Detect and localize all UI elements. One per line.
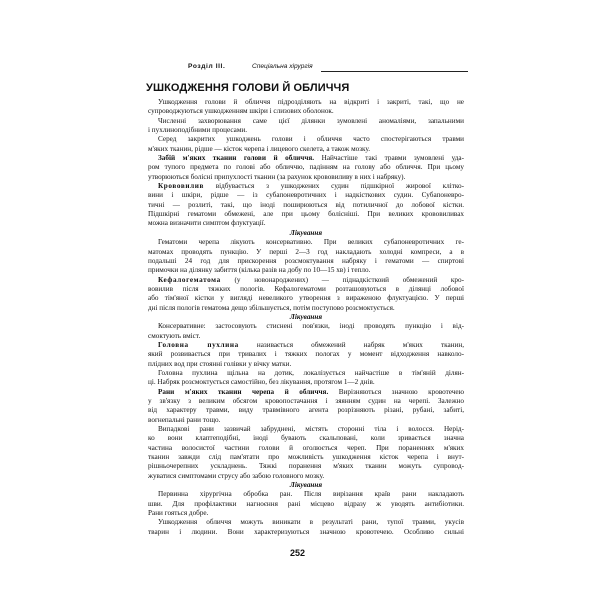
text-line: ці. Набряк розсмоктується самостійно, без лікування, протягом 1—2 днів. <box>148 378 375 387</box>
text-line <box>148 388 464 397</box>
text-line: дні після пологів гематома дещо збільшується, потім поступово розсмоктується. <box>148 303 395 312</box>
term-label: Головна пухлина <box>158 340 239 349</box>
page-number: 252 <box>290 548 306 558</box>
text-line <box>148 276 464 285</box>
body-text <box>148 98 464 537</box>
text-line: примочки на ділянку забиття (кілька разів на добу по 10—15 хв) і тепло. <box>148 266 371 275</box>
text-line: супроводжуються ушкодженням шкіри і слизових оболонок. <box>148 107 334 116</box>
text-line: ко вони клаптеподібні, іноді бувають скальповані, коли зривається значна <box>148 434 464 443</box>
section-subtitle: Спеціальна хірургія <box>252 63 313 70</box>
text-line: шви. Для профілактики нагноєння рані місцево відразу ж уводять антибіотики. <box>148 499 464 508</box>
text-run: називається обмежений набряк м'яких тканин, <box>238 340 464 349</box>
text-line: подальші 24 год для прискорення розсмоктування набряку і гематоми — спиртові <box>148 256 464 265</box>
subheading-treatment: Лікування <box>289 228 323 237</box>
section-label: Розділ ІІІ. <box>188 63 226 70</box>
text-line: вовилив після тяжких пологів. Кефалогематоми розташовуються в ділянці лобової <box>148 284 464 293</box>
text-line: Численні захворювання саме цієї ділянки зумовлені аномаліями, запальними <box>158 116 464 125</box>
text-line: м'яких тканин, рідше — кісток черепа і лицевого скелета, а також мозку. <box>148 144 371 153</box>
text-line: тканин завжди слід пам'ятати про можливість ушкодження кісток черепа і внут- <box>148 453 464 462</box>
text-run: Найчастіше такі травми зумовлені уда- <box>314 154 464 163</box>
text-line: Рани гояться добре. <box>148 509 209 518</box>
header-rule <box>321 71 468 72</box>
text-line: Консервативне: застосовують стиснені пов'язки, іноді проводять пункцію і від- <box>158 322 464 331</box>
text-line <box>148 341 464 350</box>
text-line: який розвивається при тривалих і тяжких пологах у момент відходження навколо- <box>148 350 464 359</box>
text-line: Ушкодження голови й обличчя підрозділяють на відкриті і закриті, такі, що не <box>158 98 464 106</box>
text-line: смоктують вміст. <box>148 331 201 340</box>
text-line: можна визначити симптом флуктуації. <box>148 219 266 228</box>
text-line: або тім'яної кістки у вигляді невеликого утворення з вираженою флуктуацією. У перші <box>148 294 464 303</box>
text-line: Первинна хірургічна обробка ран. Після вирізання країв рани накладають <box>158 490 464 499</box>
text-run: відбувається з ушкоджених судин підшкірної жирової клітко- <box>203 182 464 191</box>
text-line: Випадкові рани зазвичай забруднені, містять сторонні тіла і волосся. Нерід- <box>158 425 464 434</box>
text-line: тичні — розлиті, такі, що іноді поширюються від потиличної до лобової кістки. <box>148 200 464 209</box>
text-line: Головна пухлина щільна на дотик, локалізується найчастіше в тім'яній ділян- <box>158 368 464 377</box>
text-line: Ушкодження обличчя можуть виникати в результаті рани, тупої травми, укусів <box>158 518 464 527</box>
text-line: утворюються болісні припухлості тканин (за рахунок крововиливу в них і набряку). <box>148 172 406 181</box>
subheading-treatment: Лікування <box>289 481 323 490</box>
text-line: тварин і людини. Вони характеризуються значною кровотечею. Особливо сильні <box>148 527 464 536</box>
term-label: Забій м'яких тканин голови й обличчя. <box>158 154 315 163</box>
term-label: Рани м'яких тканин черепа й обличчя. <box>158 387 329 396</box>
term-label: Крововилив <box>158 182 204 191</box>
running-header <box>148 62 468 76</box>
text-line <box>148 154 464 163</box>
text-line: рішньочерепних ускладнень. Тяжкі поранення м'яких тканин можуть супровод- <box>148 462 464 471</box>
text-run: Вирізняються значною кровотечею <box>328 387 464 396</box>
text-run: (у новонароджених) — піднадкісткоий обмежений кро- <box>220 275 464 284</box>
text-line: матомах проводять пункцію. У перші 2—3 год накладають холодні компреси, а в <box>148 247 464 256</box>
text-line: Серед закритих ушкоджень голови і обличчя часто спостерігаються травми <box>158 135 464 144</box>
text-line: у зв'язку з великим обсягом кровопостачання і зяянням судин на черепі. Залежно <box>148 397 464 405</box>
text-line: вогнепальні рани тощо. <box>148 415 221 424</box>
term-label: Кефалогематома <box>158 275 221 284</box>
page-title: УШКОДЖЕННЯ ГОЛОВИ Й ОБЛИЧЧЯ <box>146 82 350 94</box>
text-line: частина волосистої частини голови й оголюється череп. При пораненнях м'яких <box>148 443 464 452</box>
text-line <box>148 182 464 191</box>
text-line: і пухлиноподібними процесами. <box>148 126 248 135</box>
text-line: плідних вод при стоянні голівки у вічку матки. <box>148 359 292 368</box>
text-line: Гематоми черепа лікують консервативно. При великих субапоневротичних ге- <box>158 238 464 247</box>
text-line: вини і шкіри, рідше — із субапоневротичних і надкісткових судин. Субапоневро- <box>148 191 464 200</box>
text-line: ром тупого предмета по голові або обличчю, падінням на голову або обличчя. При цьому <box>148 163 464 172</box>
subheading-treatment: Лікування <box>289 312 323 321</box>
text-line: жуватися симптомами струсу або забою головного мозку. <box>148 471 325 480</box>
text-line: Підшкірні гематоми обмежені, але при цьому болісніші. При великих крововиливах <box>148 210 464 219</box>
text-line: від характеру травми, виду травмівного агента розрізняють різані, рубані, забиті, <box>148 406 464 415</box>
